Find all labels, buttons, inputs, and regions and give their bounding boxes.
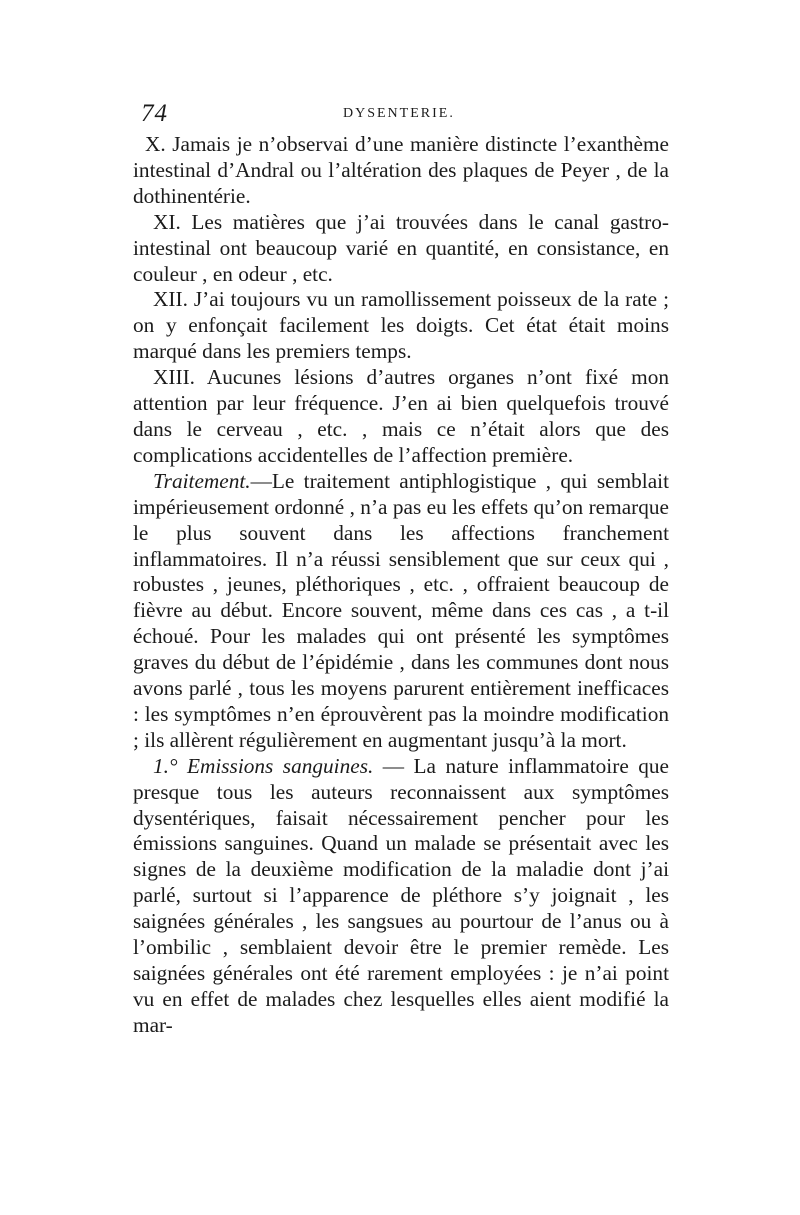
page-header xyxy=(133,96,669,132)
page-body xyxy=(133,132,669,1039)
paragraph-xi xyxy=(133,210,669,288)
paragraph-xii xyxy=(133,287,669,365)
paragraph-x xyxy=(133,132,669,210)
paragraph-text: —Le traitement antiphlogistique , qui semblait impérieusement ordonné , n’a pas eu les effets qu’on remarque le plus souvent dans les affections franchement inflammatoires. Il n’a réussi sensiblement que sur ceux qui , robustes , jeunes, pléthoriques , etc. , offraient beaucoup de fièvre au début. Encore souvent, même dans ces cas , a t-il échoué. Pour les malades qui ont présenté les symptômes graves du début de l’épidémie , dans les communes dont nous avons parlé , tous les moyens parurent entièrement inefficaces : les symptômes n’en éprouvèrent pas la moindre modification ; ils allèrent régulièrement en augmentant jusqu’à la mort. xyxy=(133,468,669,752)
paragraph-text: XI. Les matières que j’ai trouvées dans le canal gastro-intestinal ont beaucoup varié en quantité, en consistance, en couleur , en odeur , etc. xyxy=(133,209,669,286)
paragraph-text: XIII. Aucunes lésions d’autres organes n’ont fixé mon attention par leur fréquence. J’en ai bien quelquefois trouvé dans le cerveau , etc. , mais ce n’était alors que des complications accidentelles de l’affection première. xyxy=(133,365,669,467)
running-title: DYSENTERIE. xyxy=(343,106,455,121)
section-heading-traitement: Traitement. xyxy=(153,468,251,493)
book-page xyxy=(133,96,669,1039)
paragraph-text: XII. J’ai toujours vu un ramollissement poisseux de la rate ; on y enfonçait facilement les doigts. Cet état était moins marqué dans les premiers temps. xyxy=(133,287,669,364)
paragraph-text: — La nature inflammatoire que presque tous les auteurs reconnaissent aux symptômes dysentériques, faisait nécessairement pencher pour les émissions sanguines. Quand un malade se présentait avec les signes de la deuxième modification de la maladie dont j’ai parlé, surtout si l’apparence de pléthore s’y joignait , les saignées générales , les sangsues au pourtour de l’anus ou à l’ombilic , semblaient devoir être le premier remède. Les saignées générales ont été rarement employées : je n’ai point vu en effet de malades chez lesquelles elles aient modifié la mar- xyxy=(133,753,669,1037)
section-heading-emissions: 1.° Emissions sanguines. xyxy=(153,753,374,778)
paragraph-text: X. Jamais je n’observai d’une manière distincte l’exanthème intestinal d’Andral ou l’altération des plaques de Peyer , de la dothinentérie. xyxy=(133,132,669,208)
page-number: 74 xyxy=(141,100,168,127)
paragraph-emissions-sanguines xyxy=(133,754,669,1039)
paragraph-xiii xyxy=(133,365,669,469)
paragraph-traitement xyxy=(133,469,669,754)
